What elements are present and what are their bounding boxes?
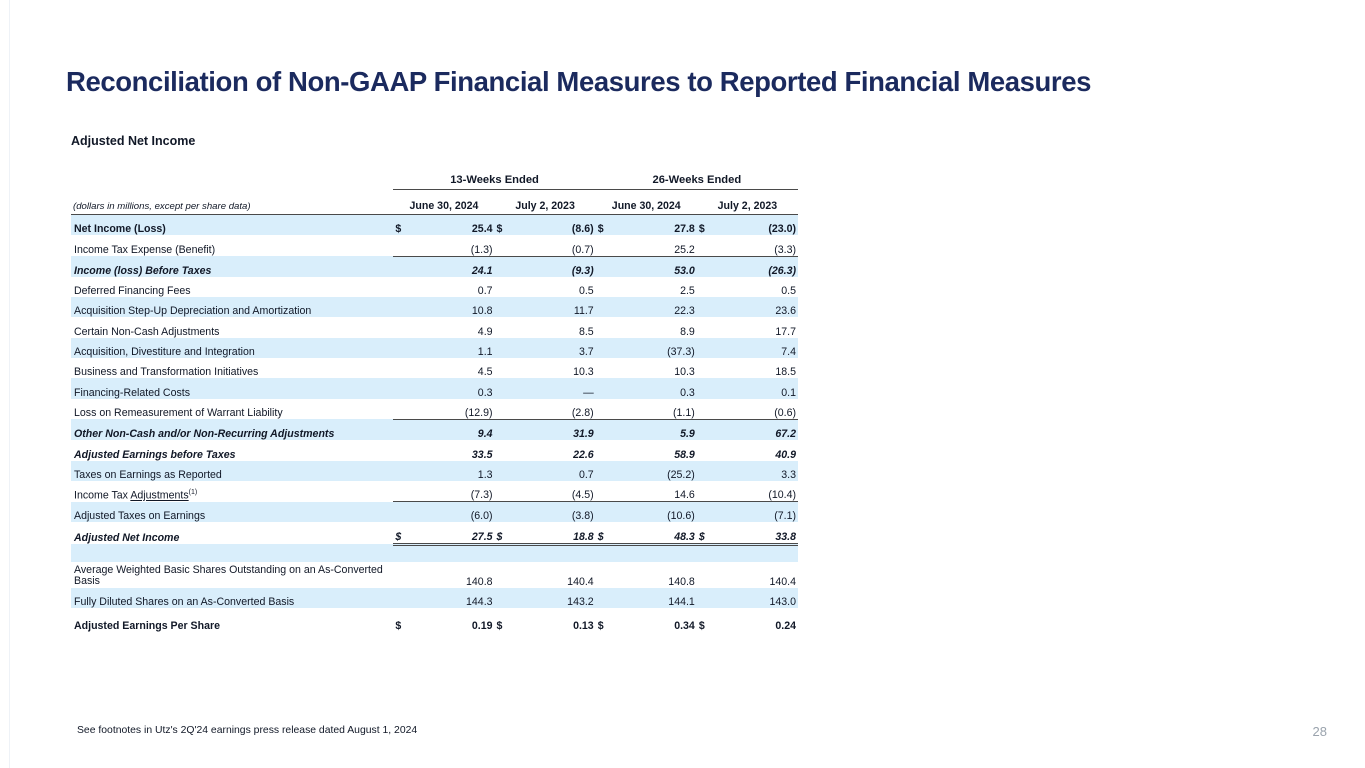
row-value: 0.1 [711, 378, 798, 398]
row-value: 10.3 [674, 366, 695, 379]
table-row [71, 277, 798, 297]
row-value: (10.4) [768, 489, 796, 502]
row-value: 22.6 [573, 448, 594, 461]
row-value: 5.9 [610, 419, 697, 440]
row-value: (37.3) [610, 338, 697, 358]
table-row [71, 608, 798, 632]
currency-symbol: $ [495, 522, 509, 544]
row-label: Loss on Remeasurement of Warrant Liability [74, 407, 283, 420]
currency-symbol: $ [495, 215, 509, 236]
row-value: 22.3 [610, 297, 697, 317]
table-row [71, 378, 798, 398]
row-value: — [509, 378, 596, 398]
row-value: 18.8 [509, 522, 596, 544]
table-row [71, 358, 798, 378]
row-label: Adjusted Taxes on Earnings [71, 502, 393, 523]
row-value: 1.1 [407, 338, 494, 358]
row-value: 18.5 [775, 366, 796, 379]
row-value: 140.8 [466, 575, 493, 588]
row-label: Certain Non-Cash Adjustments [74, 325, 220, 338]
slide-left-accent-bar [0, 0, 10, 768]
row-value: 25.2 [674, 243, 695, 256]
row-value: (6.0) [407, 502, 494, 523]
table-row [71, 317, 798, 337]
currency-symbol: $ [596, 522, 610, 544]
row-label: Business and Transformation Initiatives [74, 366, 259, 379]
row-value: (7.3) [470, 489, 493, 502]
currency-symbol: $ [697, 522, 711, 544]
table-row [71, 440, 798, 460]
row-value: 3.7 [509, 338, 596, 358]
column-header-ytd-2023: July 2, 2023 [697, 190, 798, 215]
row-value: (23.0) [711, 215, 798, 236]
row-value: 0.24 [775, 620, 796, 633]
row-value: 0.3 [407, 378, 494, 398]
slide-footnote: See footnotes in Utz's 2Q'24 earnings press release dated August 1, 2024 [77, 725, 418, 736]
row-value: 33.5 [471, 448, 493, 461]
row-value: 14.6 [674, 489, 695, 502]
row-value: (1.3) [470, 243, 493, 256]
row-value: (7.1) [711, 502, 798, 523]
row-value: 40.9 [775, 448, 796, 461]
row-label-income-tax-adjustments: Income Tax Adjustments$^{(1)}$ [74, 489, 198, 502]
table-group-header-row [71, 166, 798, 190]
row-label: Other Non-Cash and/or Non-Recurring Adjustments [71, 419, 393, 440]
page-title: Reconciliation of Non-GAAP Financial Measures to Reported Financial Measures [66, 66, 1092, 97]
row-value: (2.8) [571, 406, 594, 419]
row-label: Fully Diluted Shares on an As-Converted Basis [71, 588, 393, 608]
currency-symbol: $ [496, 620, 503, 633]
row-value: (3.3) [774, 243, 796, 256]
row-value: 4.5 [477, 366, 493, 379]
table-row [71, 502, 798, 523]
row-value: 27.5 [407, 522, 494, 544]
row-value: 140.4 [769, 575, 796, 588]
row-value: 7.4 [711, 338, 798, 358]
currency-symbol: $ [393, 522, 407, 544]
row-value: 0.5 [578, 285, 594, 298]
section-subtitle: Adjusted Net Income [71, 134, 196, 148]
row-value: 0.3 [610, 378, 697, 398]
currency-symbol: $ [596, 215, 610, 236]
row-value: 11.7 [509, 297, 596, 317]
row-value: (1.1) [673, 406, 695, 419]
row-value: (9.3) [509, 256, 596, 277]
group-header-spacer [71, 166, 393, 190]
table-row [71, 297, 798, 317]
row-value: (25.2) [610, 461, 697, 481]
row-value: 2.5 [680, 285, 695, 298]
row-value: 0.19 [471, 620, 493, 633]
row-value: 0.13 [573, 620, 594, 633]
row-label: Income (loss) Before Taxes [71, 256, 393, 277]
row-value: (26.3) [711, 256, 798, 277]
row-value: 0.7 [477, 285, 493, 298]
row-value: 33.8 [711, 522, 798, 544]
row-label: Acquisition Step-Up Depreciation and Amortization [71, 297, 393, 317]
table-row [71, 419, 798, 440]
row-value: 17.7 [775, 325, 796, 338]
table-row [71, 481, 798, 502]
row-label: Financing-Related Costs [71, 378, 393, 398]
row-value: 67.2 [711, 419, 798, 440]
row-value: 0.34 [674, 620, 695, 633]
row-value: (4.5) [571, 489, 594, 502]
row-value: 58.9 [674, 448, 695, 461]
row-value: 48.3 [610, 522, 697, 544]
row-value: 4.9 [477, 325, 493, 338]
row-value: 31.9 [509, 419, 596, 440]
table-row [71, 338, 798, 358]
row-value: 140.4 [567, 575, 594, 588]
row-value: (0.7) [571, 243, 594, 256]
row-value: 24.1 [407, 256, 494, 277]
table-row [71, 588, 798, 608]
row-value: 1.3 [407, 461, 494, 481]
row-label: Average Weighted Basic Shares Outstanding on an As-Converted Basis [74, 563, 383, 588]
currency-symbol: $ [395, 620, 402, 633]
table-row [71, 235, 798, 256]
footnote-marker: (1) [188, 489, 198, 497]
currency-symbol: $ [393, 215, 407, 236]
row-value: 3.3 [711, 461, 798, 481]
row-value: 0.7 [509, 461, 596, 481]
table-row [71, 256, 798, 277]
row-label: Deferred Financing Fees [74, 285, 191, 298]
row-value: 144.1 [610, 588, 697, 608]
row-value: (10.6) [610, 502, 697, 523]
row-label: Adjusted Earnings Per Share [74, 620, 221, 633]
row-label: Acquisition, Divestiture and Integration [71, 338, 393, 358]
table-row [71, 399, 798, 420]
table-row [71, 562, 798, 588]
row-label: Net Income (Loss) [71, 215, 393, 236]
row-value: (12.9) [464, 406, 493, 419]
group-header-13-weeks: 13-Weeks Ended [393, 166, 595, 190]
row-value: (8.6) [509, 215, 596, 236]
column-header-ytd-2024: June 30, 2024 [596, 190, 697, 215]
row-value: 8.5 [578, 325, 594, 338]
row-value: 143.0 [711, 588, 798, 608]
row-label: Adjusted Net Income [74, 532, 180, 545]
row-label: Adjusted Earnings before Taxes [74, 448, 236, 461]
row-value: 9.4 [407, 419, 494, 440]
row-value: 8.9 [680, 325, 695, 338]
column-header-q2-2024: June 30, 2024 [393, 190, 494, 215]
page-number: 28 [1312, 724, 1327, 739]
row-value: 27.8 [610, 215, 697, 236]
table-row [71, 461, 798, 481]
row-value: 140.8 [668, 575, 695, 588]
row-value: 144.3 [407, 588, 494, 608]
reconciliation-table-wrap [71, 166, 798, 632]
row-value: 0.5 [781, 285, 796, 298]
currency-symbol: $ [698, 620, 705, 633]
units-note: (dollars in millions, except per share data) [71, 190, 393, 215]
row-value: 23.6 [711, 297, 798, 317]
row-value: 53.0 [610, 256, 697, 277]
row-value: (3.8) [509, 502, 596, 523]
row-value: (0.6) [774, 406, 796, 419]
row-value: 25.4 [407, 215, 494, 236]
row-value: 10.3 [573, 366, 594, 379]
column-header-q2-2023: July 2, 2023 [495, 190, 596, 215]
row-label: Income Tax Expense (Benefit) [74, 244, 216, 257]
currency-symbol: $ [597, 620, 604, 633]
row-label: Taxes on Earnings as Reported [71, 461, 393, 481]
table-row [71, 215, 798, 236]
table-column-header-row [71, 190, 798, 215]
row-value: 10.8 [407, 297, 494, 317]
adjusted-net-income-table [71, 166, 798, 632]
table-row [71, 522, 798, 544]
footnote-link[interactable]: Adjustments [130, 489, 189, 502]
group-header-26-weeks: 26-Weeks Ended [596, 166, 798, 190]
table-spacer-row [71, 544, 798, 562]
row-value: 143.2 [509, 588, 596, 608]
currency-symbol: $ [697, 215, 711, 236]
